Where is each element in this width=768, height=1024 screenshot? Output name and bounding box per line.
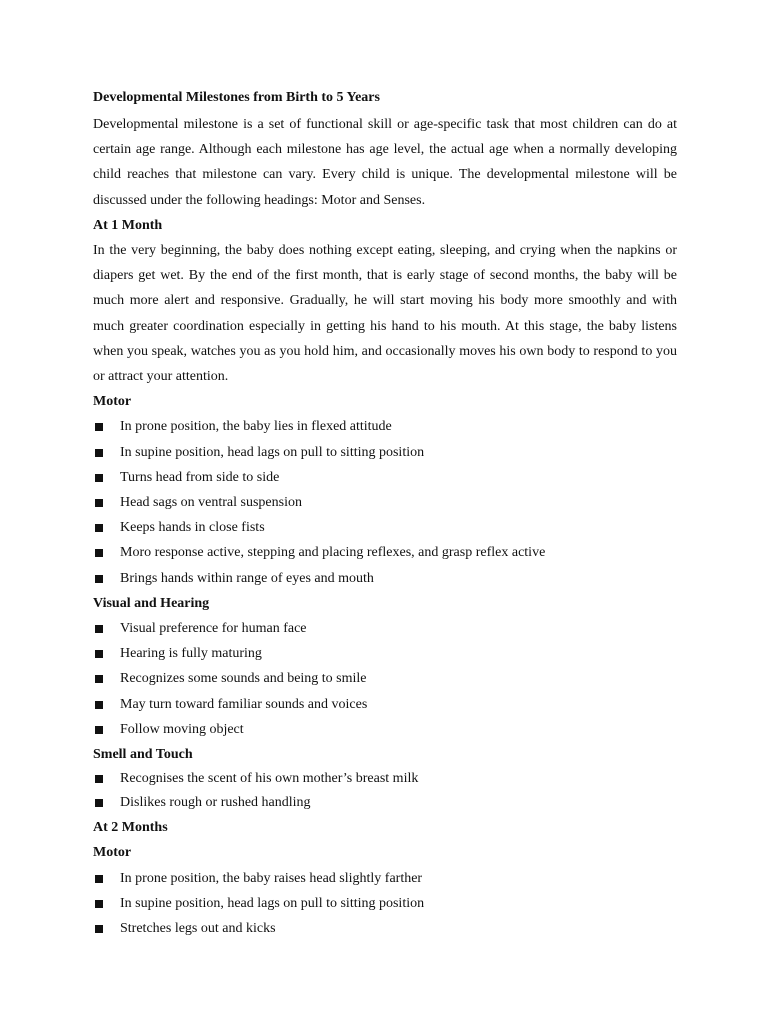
month1-paragraph: In the very beginning, the baby does nothing except eating, sleeping, and crying when the napkins or diapers get wet. By the end of the first month, that is early stage of second months, the baby will be much more alert and responsive. Gradually, he will start moving his body more smoothly and with much greater coordination especially in getting his hand to his mouth. At this stage, the baby listens when you speak, watches you as you hold him, and occasionally moves his own body to respond to you or attract your attention. <box>93 243 677 385</box>
month2-motor-list <box>93 866 677 942</box>
list-item: May turn toward familiar sounds and voices <box>93 692 677 717</box>
list-item: Hearing is fully maturing <box>93 641 677 666</box>
bullet-square-icon <box>95 675 103 683</box>
list-item: Recognises the scent of his own mother’s breast milk <box>93 767 677 791</box>
list-item: In supine position, head lags on pull to sitting position <box>93 891 677 916</box>
section-heading-1-month: At 1 Month <box>93 217 163 233</box>
document-body <box>93 87 677 941</box>
subheading-visual-and-hearing: Visual and Hearing <box>93 595 210 611</box>
list-item: Head sags on ventral suspension <box>93 490 677 515</box>
bullet-square-icon <box>95 524 103 532</box>
list-item: Brings hands within range of eyes and mouth <box>93 566 677 591</box>
list-item: Follow moving object <box>93 717 677 742</box>
bullet-square-icon <box>95 625 103 633</box>
document-title: Developmental Milestones from Birth to 5 Years <box>93 90 380 105</box>
section-heading-2-months: At 2 Months <box>93 820 168 836</box>
list-item: Turns head from side to side <box>93 465 677 490</box>
list-item: Visual preference for human face <box>93 616 677 641</box>
intro-paragraph: Developmental milestone is a set of functional skill or age-specific task that most children can do at certain age range. Although each milestone has age level, the actual age when a normally developing child reaches that milestone can vary. Every child is unique. The developmental milestone will be discussed under the following headings: Motor and Senses. <box>93 117 677 208</box>
list-item: Dislikes rough or rushed handling <box>93 791 677 815</box>
month1-motor-list <box>93 414 677 590</box>
month1-smell-touch-list <box>93 767 677 815</box>
list-item: In prone position, the baby raises head slightly farther <box>93 866 677 891</box>
bullet-square-icon <box>95 799 103 807</box>
bullet-square-icon <box>95 775 103 783</box>
bullet-square-icon <box>95 423 103 431</box>
bullet-square-icon <box>95 650 103 658</box>
bullet-square-icon <box>95 900 103 908</box>
bullet-square-icon <box>95 701 103 709</box>
list-item: Recognizes some sounds and being to smile <box>93 666 677 691</box>
bullet-square-icon <box>95 499 103 507</box>
bullet-square-icon <box>95 875 103 883</box>
list-item: In prone position, the baby lies in flexed attitude <box>93 414 677 439</box>
bullet-square-icon <box>95 549 103 557</box>
bullet-square-icon <box>95 474 103 482</box>
subheading-motor: Motor <box>93 394 132 410</box>
month1-visual-hearing-list <box>93 616 677 742</box>
bullet-square-icon <box>95 449 103 457</box>
list-item: Stretches legs out and kicks <box>93 916 677 941</box>
list-item: Moro response active, stepping and placing reflexes, and grasp reflex active <box>93 540 677 565</box>
list-item: Keeps hands in close fists <box>93 515 677 540</box>
bullet-square-icon <box>95 575 103 583</box>
subheading-smell-and-touch: Smell and Touch <box>93 747 193 763</box>
bullet-square-icon <box>95 726 103 734</box>
list-item: In supine position, head lags on pull to sitting position <box>93 440 677 465</box>
subheading-motor-2: Motor <box>93 845 132 861</box>
bullet-square-icon <box>95 925 103 933</box>
